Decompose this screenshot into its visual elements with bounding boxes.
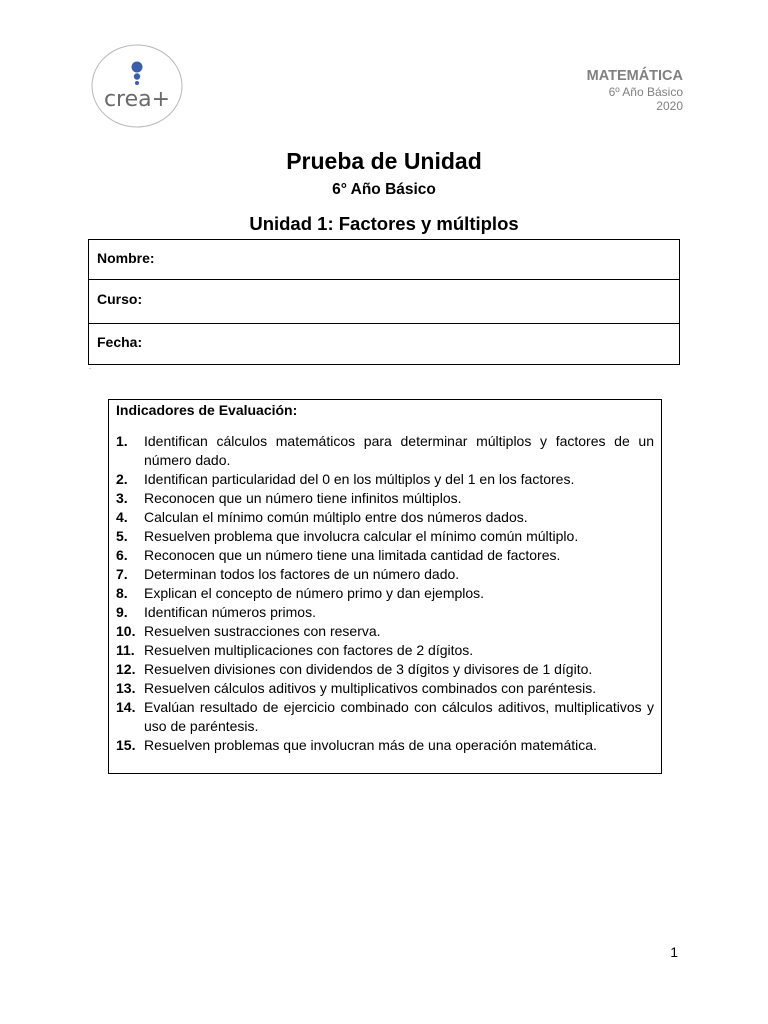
indicator-item (116, 736, 654, 755)
indicator-item (116, 584, 654, 603)
year-label: 2020 (656, 99, 683, 113)
indicator-text: Reconocen que un número tiene una limitada cantidad de factores. (144, 547, 561, 563)
course-field-row[interactable] (89, 280, 679, 324)
page-subtitle: 6° Año Básico (332, 181, 436, 198)
indicator-item (116, 546, 654, 565)
indicator-item (116, 489, 654, 508)
indicator-text: Reconocen que un número tiene infinitos múltiplos. (144, 490, 462, 506)
indicator-number: 2. (116, 471, 128, 487)
indicator-number: 1. (116, 433, 128, 449)
indicator-text: Identifican números primos. (144, 604, 316, 620)
indicator-item (116, 641, 654, 660)
indicator-text: Resuelven problemas que involucran más de una operación matemática. (144, 737, 597, 753)
indicator-item (116, 470, 654, 489)
indicator-text: Explican el concepto de número primo y dan ejemplos. (144, 585, 485, 601)
student-info-box (88, 239, 680, 365)
indicator-text: Resuelven divisiones con dividendos de 3 dígitos y divisores de 1 dígito. (144, 661, 593, 677)
indicator-text: Determinan todos los factores de un número dado. (144, 566, 460, 582)
indicator-text: Evalúan resultado de ejercicio combinado con cálculos aditivos, multiplicativos y uso de paréntesis. (144, 699, 654, 734)
indicator-item (116, 565, 654, 584)
indicator-number: 11. (116, 642, 135, 658)
indicator-number: 14. (116, 699, 136, 715)
indicator-item (116, 527, 654, 546)
indicator-number: 13. (116, 680, 136, 696)
indicator-item (116, 508, 654, 527)
course-field-label: Curso: (97, 291, 143, 307)
header-info (587, 68, 683, 113)
indicator-item (116, 603, 654, 622)
date-field-row[interactable] (89, 324, 679, 364)
indicator-item (116, 660, 654, 679)
grade-label: 6º Año Básico (608, 85, 683, 99)
indicators-box (108, 399, 662, 774)
indicator-text: Identifican cálculos matemáticos para determinar múltiplos y factores de un número dado. (144, 433, 654, 468)
crea-logo-mark (90, 43, 184, 129)
indicator-text: Resuelven problema que involucra calcular el mínimo común múltiplo. (144, 528, 579, 544)
indicator-number: 7. (116, 566, 128, 582)
indicator-item (116, 679, 654, 698)
indicator-text: Calculan el mínimo común múltiplo entre dos números dados. (144, 509, 528, 525)
indicator-item (116, 432, 654, 470)
indicator-item (116, 622, 654, 641)
indicator-number: 15. (116, 737, 136, 753)
indicator-item (116, 698, 654, 736)
indicator-text: Resuelven sustracciones con reserva. (144, 623, 381, 639)
indicator-number: 8. (116, 585, 128, 601)
page-number: 1 (670, 944, 678, 960)
indicator-number: 3. (116, 490, 128, 506)
indicator-text: Resuelven cálculos aditivos y multiplicativos combinados con paréntesis. (144, 680, 597, 696)
date-field-label: Fecha: (97, 334, 143, 350)
indicator-number: 4. (116, 509, 128, 525)
indicator-number: 5. (116, 528, 128, 544)
unit-title: Unidad 1: Factores y múltiplos (249, 213, 519, 234)
indicator-number: 9. (116, 604, 128, 620)
indicators-list (116, 432, 654, 755)
stray-mark: · (89, 366, 91, 372)
indicator-text: Identifican particularidad del 0 en los múltiplos y del 1 en los factores. (144, 471, 575, 487)
indicator-text: Resuelven multiplicaciones con factores de 2 dígitos. (144, 642, 474, 658)
logo-wordmark: crea+ (103, 87, 171, 112)
indicator-number: 12. (116, 661, 136, 677)
name-field-label: Nombre: (97, 250, 155, 266)
subject-label: MATEMÁTICA (586, 68, 683, 84)
indicator-number: 6. (116, 547, 128, 563)
page-title: Prueba de Unidad (286, 148, 482, 174)
crea-logo (90, 43, 184, 129)
name-field-row[interactable] (89, 240, 679, 280)
indicator-number: 10. (116, 623, 136, 639)
indicators-heading: Indicadores de Evaluación: (116, 402, 298, 418)
